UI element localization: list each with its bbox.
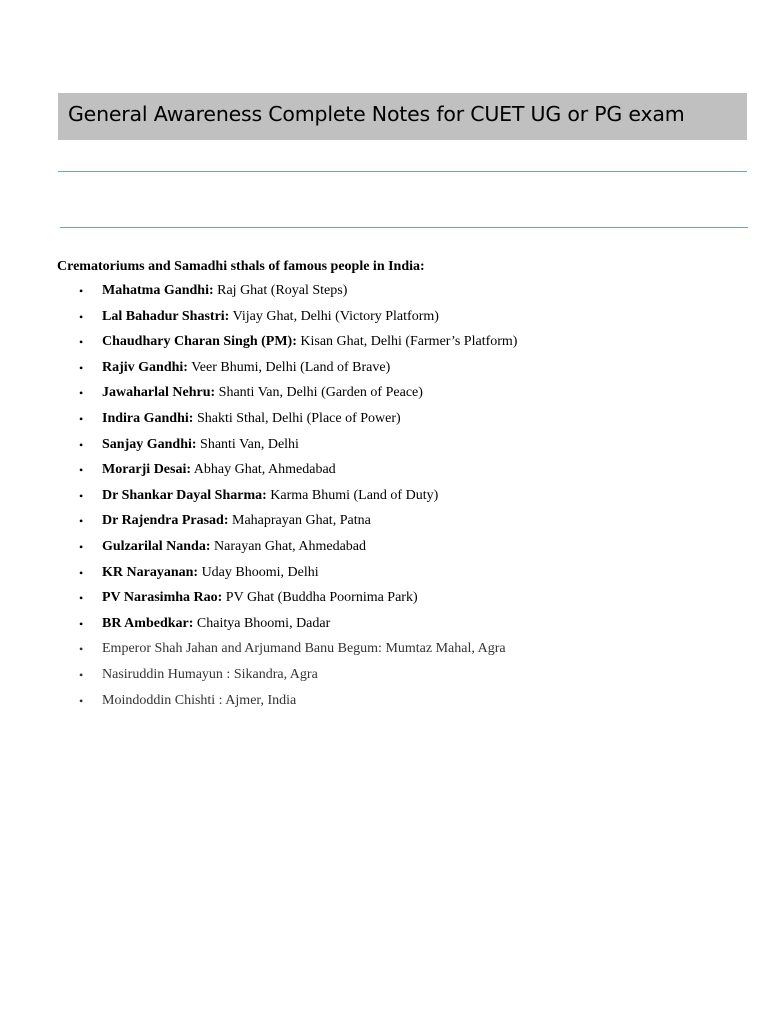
bullet-icon: • <box>79 463 84 478</box>
list-item <box>0 588 768 614</box>
list-item <box>0 486 768 512</box>
person-name: Indira Gandhi: <box>102 410 194 426</box>
place-text: Shanti Van, Delhi (Garden of Peace) <box>215 385 423 401</box>
place-text: Kisan Ghat, Delhi (Farmer’s Platform) <box>296 334 518 350</box>
person-name: Lal Bahadur Shastri: <box>102 308 230 324</box>
bullet-icon: • <box>79 488 84 503</box>
samadhi-list <box>0 281 768 716</box>
person-name: Dr Shankar Dayal Sharma: <box>102 487 267 503</box>
bullet-icon: • <box>79 335 84 350</box>
person-name: Sanjay Gandhi: <box>102 436 197 452</box>
list-item <box>0 409 768 435</box>
list-item <box>0 383 768 409</box>
list-item <box>0 358 768 384</box>
list-item <box>0 665 768 691</box>
divider-line-top <box>58 171 747 172</box>
place-text: Vijay Ghat, Delhi (Victory Platform) <box>229 308 439 324</box>
bullet-icon: • <box>79 437 84 452</box>
bullet-icon: • <box>79 284 84 298</box>
list-item <box>0 435 768 461</box>
plain-item-text: Moindoddin Chishti : Ajmer, India <box>102 692 297 708</box>
bullet-icon: • <box>79 667 84 682</box>
place-text: Chaitya Bhoomi, Dadar <box>193 615 331 631</box>
person-name: Gulzarilal Nanda: <box>102 538 211 554</box>
list-item <box>0 614 768 640</box>
list-item <box>0 307 768 333</box>
list-item <box>0 537 768 563</box>
person-name: Chaudhary Charan Singh (PM): <box>102 334 297 350</box>
section-heading: Crematoriums and Samadhi sthals of famous people in India: <box>57 259 425 274</box>
person-name: KR Narayanan: <box>102 564 199 580</box>
bullet-icon: • <box>79 693 84 708</box>
list-item <box>0 691 768 717</box>
bullet-icon: • <box>79 360 84 375</box>
bullet-icon: • <box>79 514 84 529</box>
person-name: Rajiv Gandhi: <box>102 359 188 375</box>
bullet-icon: • <box>79 386 84 401</box>
place-text: Mahaprayan Ghat, Patna <box>228 513 371 529</box>
place-text: Veer Bhumi, Delhi (Land of Brave) <box>187 359 391 375</box>
bullet-icon: • <box>79 309 84 324</box>
person-name: Dr Rajendra Prasad: <box>102 513 229 529</box>
person-name: Mahatma Gandhi: <box>102 283 214 298</box>
person-name: Morarji Desai: <box>102 462 192 478</box>
plain-item-text: Emperor Shah Jahan and Arjumand Banu Begum: Mumtaz Mahal, Agra <box>102 641 506 657</box>
title-banner <box>58 93 747 140</box>
bullet-icon: • <box>79 565 84 580</box>
list-item <box>0 563 768 589</box>
person-name: Jawaharlal Nehru: <box>102 385 216 401</box>
list-item <box>0 511 768 537</box>
bullet-icon: • <box>79 616 84 631</box>
place-text: Narayan Ghat, Ahmedabad <box>210 538 367 554</box>
person-name: BR Ambedkar: <box>102 615 194 631</box>
list-item <box>0 460 768 486</box>
bullet-icon: • <box>79 642 84 657</box>
list-item <box>0 332 768 358</box>
place-text: Uday Bhoomi, Delhi <box>198 564 319 580</box>
place-text: Shanti Van, Delhi <box>196 436 299 452</box>
divider-line-bottom <box>60 227 748 228</box>
place-text: PV Ghat (Buddha Poornima Park) <box>222 590 418 606</box>
page-title: General Awareness Complete Notes for CUET UG or PG exam <box>68 102 685 126</box>
place-text: Raj Ghat (Royal Steps) <box>213 283 348 298</box>
bullet-icon: • <box>79 539 84 554</box>
list-item <box>0 281 768 307</box>
list-item <box>0 639 768 665</box>
plain-item-text: Nasiruddin Humayun : Sikandra, Agra <box>102 666 318 682</box>
bullet-icon: • <box>79 591 84 606</box>
person-name: PV Narasimha Rao: <box>102 590 223 606</box>
place-text: Abhay Ghat, Ahmedabad <box>191 462 336 478</box>
bullet-icon: • <box>79 411 84 426</box>
place-text: Shakti Sthal, Delhi (Place of Power) <box>193 410 401 426</box>
place-text: Karma Bhumi (Land of Duty) <box>266 487 439 503</box>
